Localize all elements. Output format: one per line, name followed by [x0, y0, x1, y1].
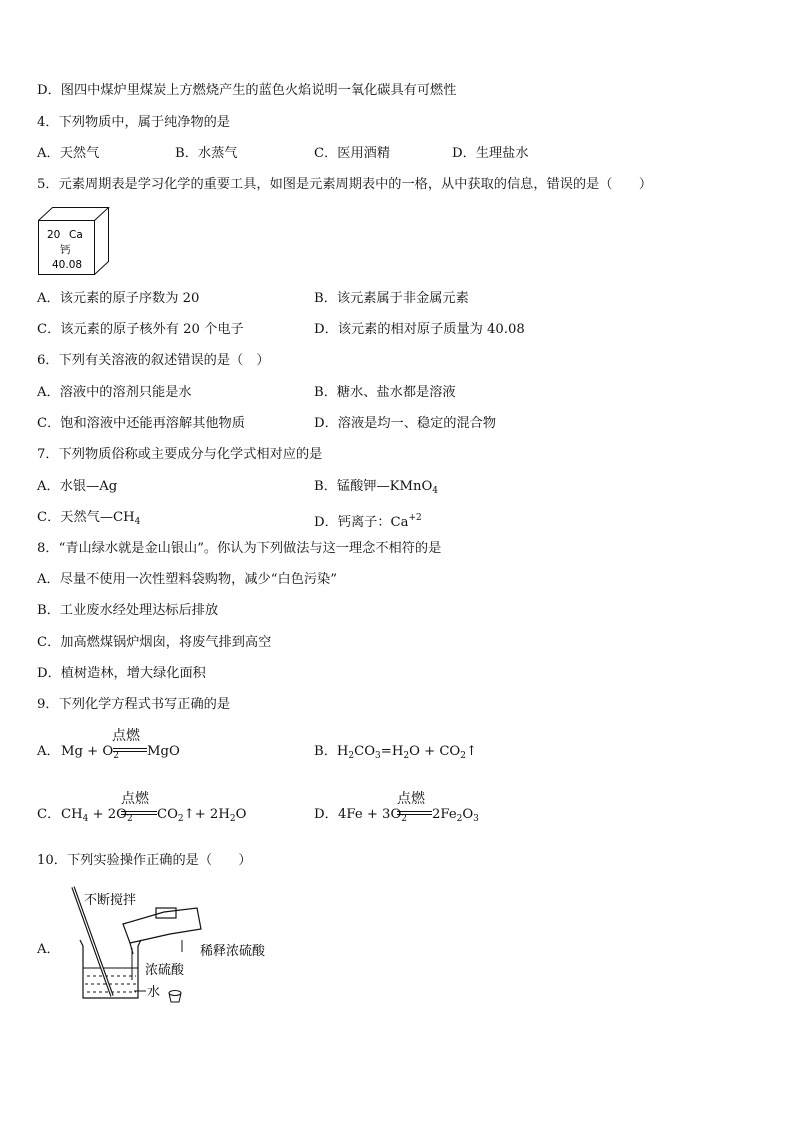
q9-option-b: B．$H_2CO_3=H_2O$ + $CO_2↑$ [314, 744, 478, 761]
q7-option-a: A．水银—Ag [37, 479, 118, 494]
q8-option-a: A．尽量不使用一次性塑料袋购物，减少“白色污染” [37, 572, 337, 587]
q9-option-c-condition: 点燃 [121, 791, 149, 807]
q9-option-c-right: $CO_2↑+ 2H_2O$ [157, 807, 247, 824]
q5-stem: 5．元素周期表是学习化学的重要工具，如图是元素周期表中的一格，从中获取的信息，错误的是（ ） [37, 177, 653, 192]
q9-option-a-left: $Mg + O_2$ [61, 744, 119, 761]
dilute-sulfuric-acid-diagram [60, 880, 290, 1010]
acid-label: 浓硫酸 [145, 963, 185, 978]
element-symbol: Ca [69, 229, 83, 241]
q9-option-a-label: A． [37, 744, 60, 759]
q6-option-b: B．糖水、盐水都是溶液 [314, 385, 456, 400]
q4-option-c: C．医用酒精 [314, 146, 391, 161]
element-number: 20 [47, 229, 61, 241]
stir-label: 不断搅拌 [84, 893, 137, 908]
q10-stem: 10．下列实验操作正确的是（ ） [37, 853, 252, 868]
q4-stem: 4．下列物质中，属于纯净物的是 [37, 115, 231, 130]
element-name: 钙 [60, 244, 71, 256]
q8-stem: 8．“青山绿水就是金山银山”。你认为下列做法与这一理念不相符的是 [37, 541, 442, 556]
q6-option-a: A．溶液中的溶剂只能是水 [37, 385, 192, 400]
q8-option-d: D．植树造林，增大绿化面积 [37, 666, 206, 681]
q6-option-d: D．溶液是均一、稳定的混合物 [314, 416, 497, 431]
q9-stem: 9．下列化学方程式书写正确的是 [37, 697, 231, 712]
q9-option-a-condition: 点燃 [112, 728, 140, 744]
q6-stem: 6．下列有关溶液的叙述错误的是（ ） [37, 353, 270, 368]
q9-option-c-label: C． [37, 807, 61, 822]
water-label: 水 [147, 985, 161, 1000]
q9-option-a-equals-bar [113, 748, 147, 752]
q9-option-a-right: MgO [147, 744, 180, 759]
q4-option-a: A．天然气 [37, 146, 100, 161]
q5-option-c: C．该元素的原子核外有 20 个电子 [37, 322, 244, 337]
q9-option-d-label: D． [314, 807, 338, 822]
q7-option-c: C．天然气$—CH_4$ [37, 510, 141, 527]
periodic-table-cell-figure [36, 205, 112, 277]
dilute-label: 稀释浓硫酸 [200, 944, 266, 959]
q5-option-b: B．该元素属于非金属元素 [314, 291, 469, 306]
q6-option-c: C．饱和溶液中还能再溶解其他物质 [37, 416, 245, 431]
q10-option-a-label: A． [37, 942, 60, 957]
q5-option-a: A．该元素的原子序数为 20 [37, 291, 200, 306]
q9-option-d-condition: 点燃 [397, 791, 425, 807]
element-mass: 40.08 [52, 259, 83, 271]
q7-option-d: D．钙离子：$Ca^{+2}$ [314, 513, 422, 530]
q7-stem: 7．下列物质俗称或主要成分与化学式相对应的是 [37, 447, 323, 462]
q4-option-d: D．生理盐水 [452, 146, 529, 161]
q9-option-c-left: $CH_4 + 2O_2$ [61, 807, 133, 824]
q5-option-d: D．该元素的相对原子质量为 40.08 [314, 322, 525, 337]
q9-option-d-equals-bar [397, 811, 432, 815]
q8-option-b: B．工业废水经处理达标后排放 [37, 603, 219, 618]
q9-option-d-left: $4Fe + 3O_2$ [338, 807, 407, 824]
q4-option-b: B．水蒸气 [175, 146, 238, 161]
q9-option-c-equals-bar [121, 811, 157, 815]
acid-bottle-icon [123, 908, 201, 954]
q7-option-b: B．锰酸钾—KMnO$_4$ [314, 479, 439, 496]
q9-option-d-right: $2Fe_2O_3$ [432, 807, 479, 824]
bottle-cap-icon [169, 991, 181, 1003]
q3-option-d: D．图四中煤炉里煤炭上方燃烧产生的蓝色火焰说明一氧化碳具有可燃性 [37, 83, 457, 98]
q8-option-c: C．加高燃煤锅炉烟囱，将废气排到高空 [37, 635, 272, 650]
